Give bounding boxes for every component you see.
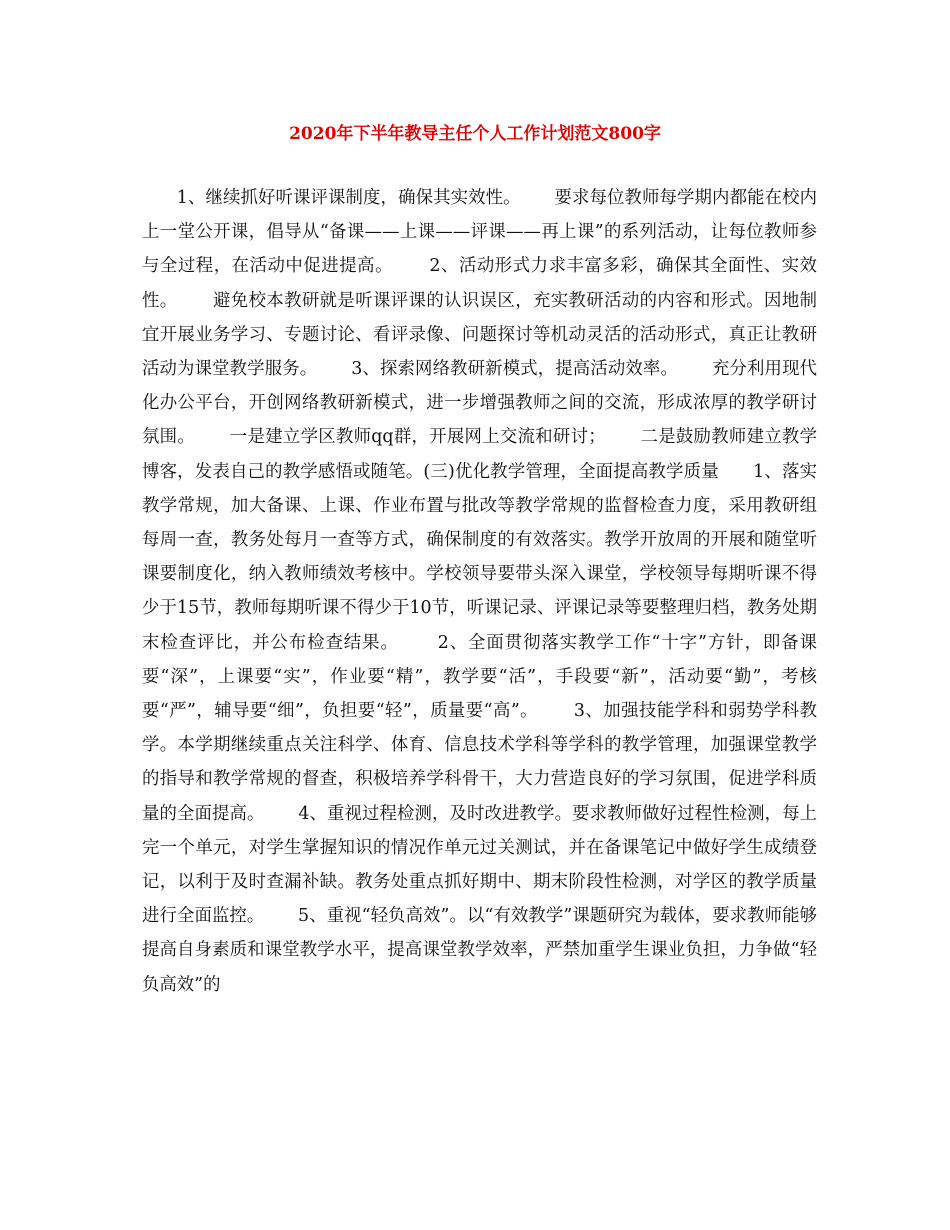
document-body-text: 1、继续抓好听课评课制度，确保其实效性。 要求每位教师每学期内都能在校内上一堂公开课，倡导从“备课——上课——评课——再上课”的系列活动，让每位教师参与全过程，在活动中促进提高。 2、活动形式力求丰富多彩，确保其全面性、实效性。 避免校本教研就是听课评课的认识误区，充实教研活动的内容和形式。因地制宜开展业务学习、专题讨论、看评录像、问题探讨等机动灵活的活动形式，真正让教研活动为课堂教学服务。 3、探索网络教研新模式，提高活动效率。 充分利用现代化办公平台，开创网络教研新模式，进一步增强教师之间的交流，形成浓厚的教学研讨氛围。 一是建立学区教师qq群，开展网上交流和研讨； 二是鼓励教师建立教学博客，发表自己的教学感悟或随笔。(三)优化教学管理，全面提高教学质量 1、落实教学常规，加大备课、上课、作业布置与批改等教学常规的监督检查力度，采用教研组每周一查，教务处每月一查等方式，确保制度的有效落实。教学开放周的开展和随堂听课要制度化，纳入教师绩效考核中。学校领导要带头深入课堂，学校领导每期听课不得少于15节，教师每期听课不得少于10节，听课记录、评课记录等要整理归档，教务处期末检查评比，并公布检查结果。 2、全面贯彻落实教学工作“十字”方针，即备课要“深”，上课要“实”，作业要“精”，教学要“活”，手段要“新”，活动要“勤”，考核要“严”，辅导要“细”，负担要“轻”，质量要“高”。 3、加强技能学科和弱势学科教学。本学期继续重点关注科学、体育、信息技术学科等学科的教学管理，加强课堂教学的指导和教学常规的督查，积极培养学科骨干，大力营造良好的学习氛围，促进学科质量的全面提高。 4、重视过程检测，及时改进教学。要求教师做好过程性检测，每上完一个单元，对学生掌握知识的情况作单元过关测试，并在备课笔记中做好学生成绩登记，以利于及时查漏补缺。教务处重点抓好期中、期末阶段性检测，对学区的教学质量进行全面监控。 5、重视“轻负高效”。以“有效教学”课题研究为载体，要求教师能够提高自身素质和课堂教学水平，提高课堂教学效率，严禁加重学生课业负担，力争做“轻负高效”的 bbox=[142, 188, 817, 995]
document-title: 2020年下半年教导主任个人工作计划范文800字 bbox=[289, 124, 661, 144]
